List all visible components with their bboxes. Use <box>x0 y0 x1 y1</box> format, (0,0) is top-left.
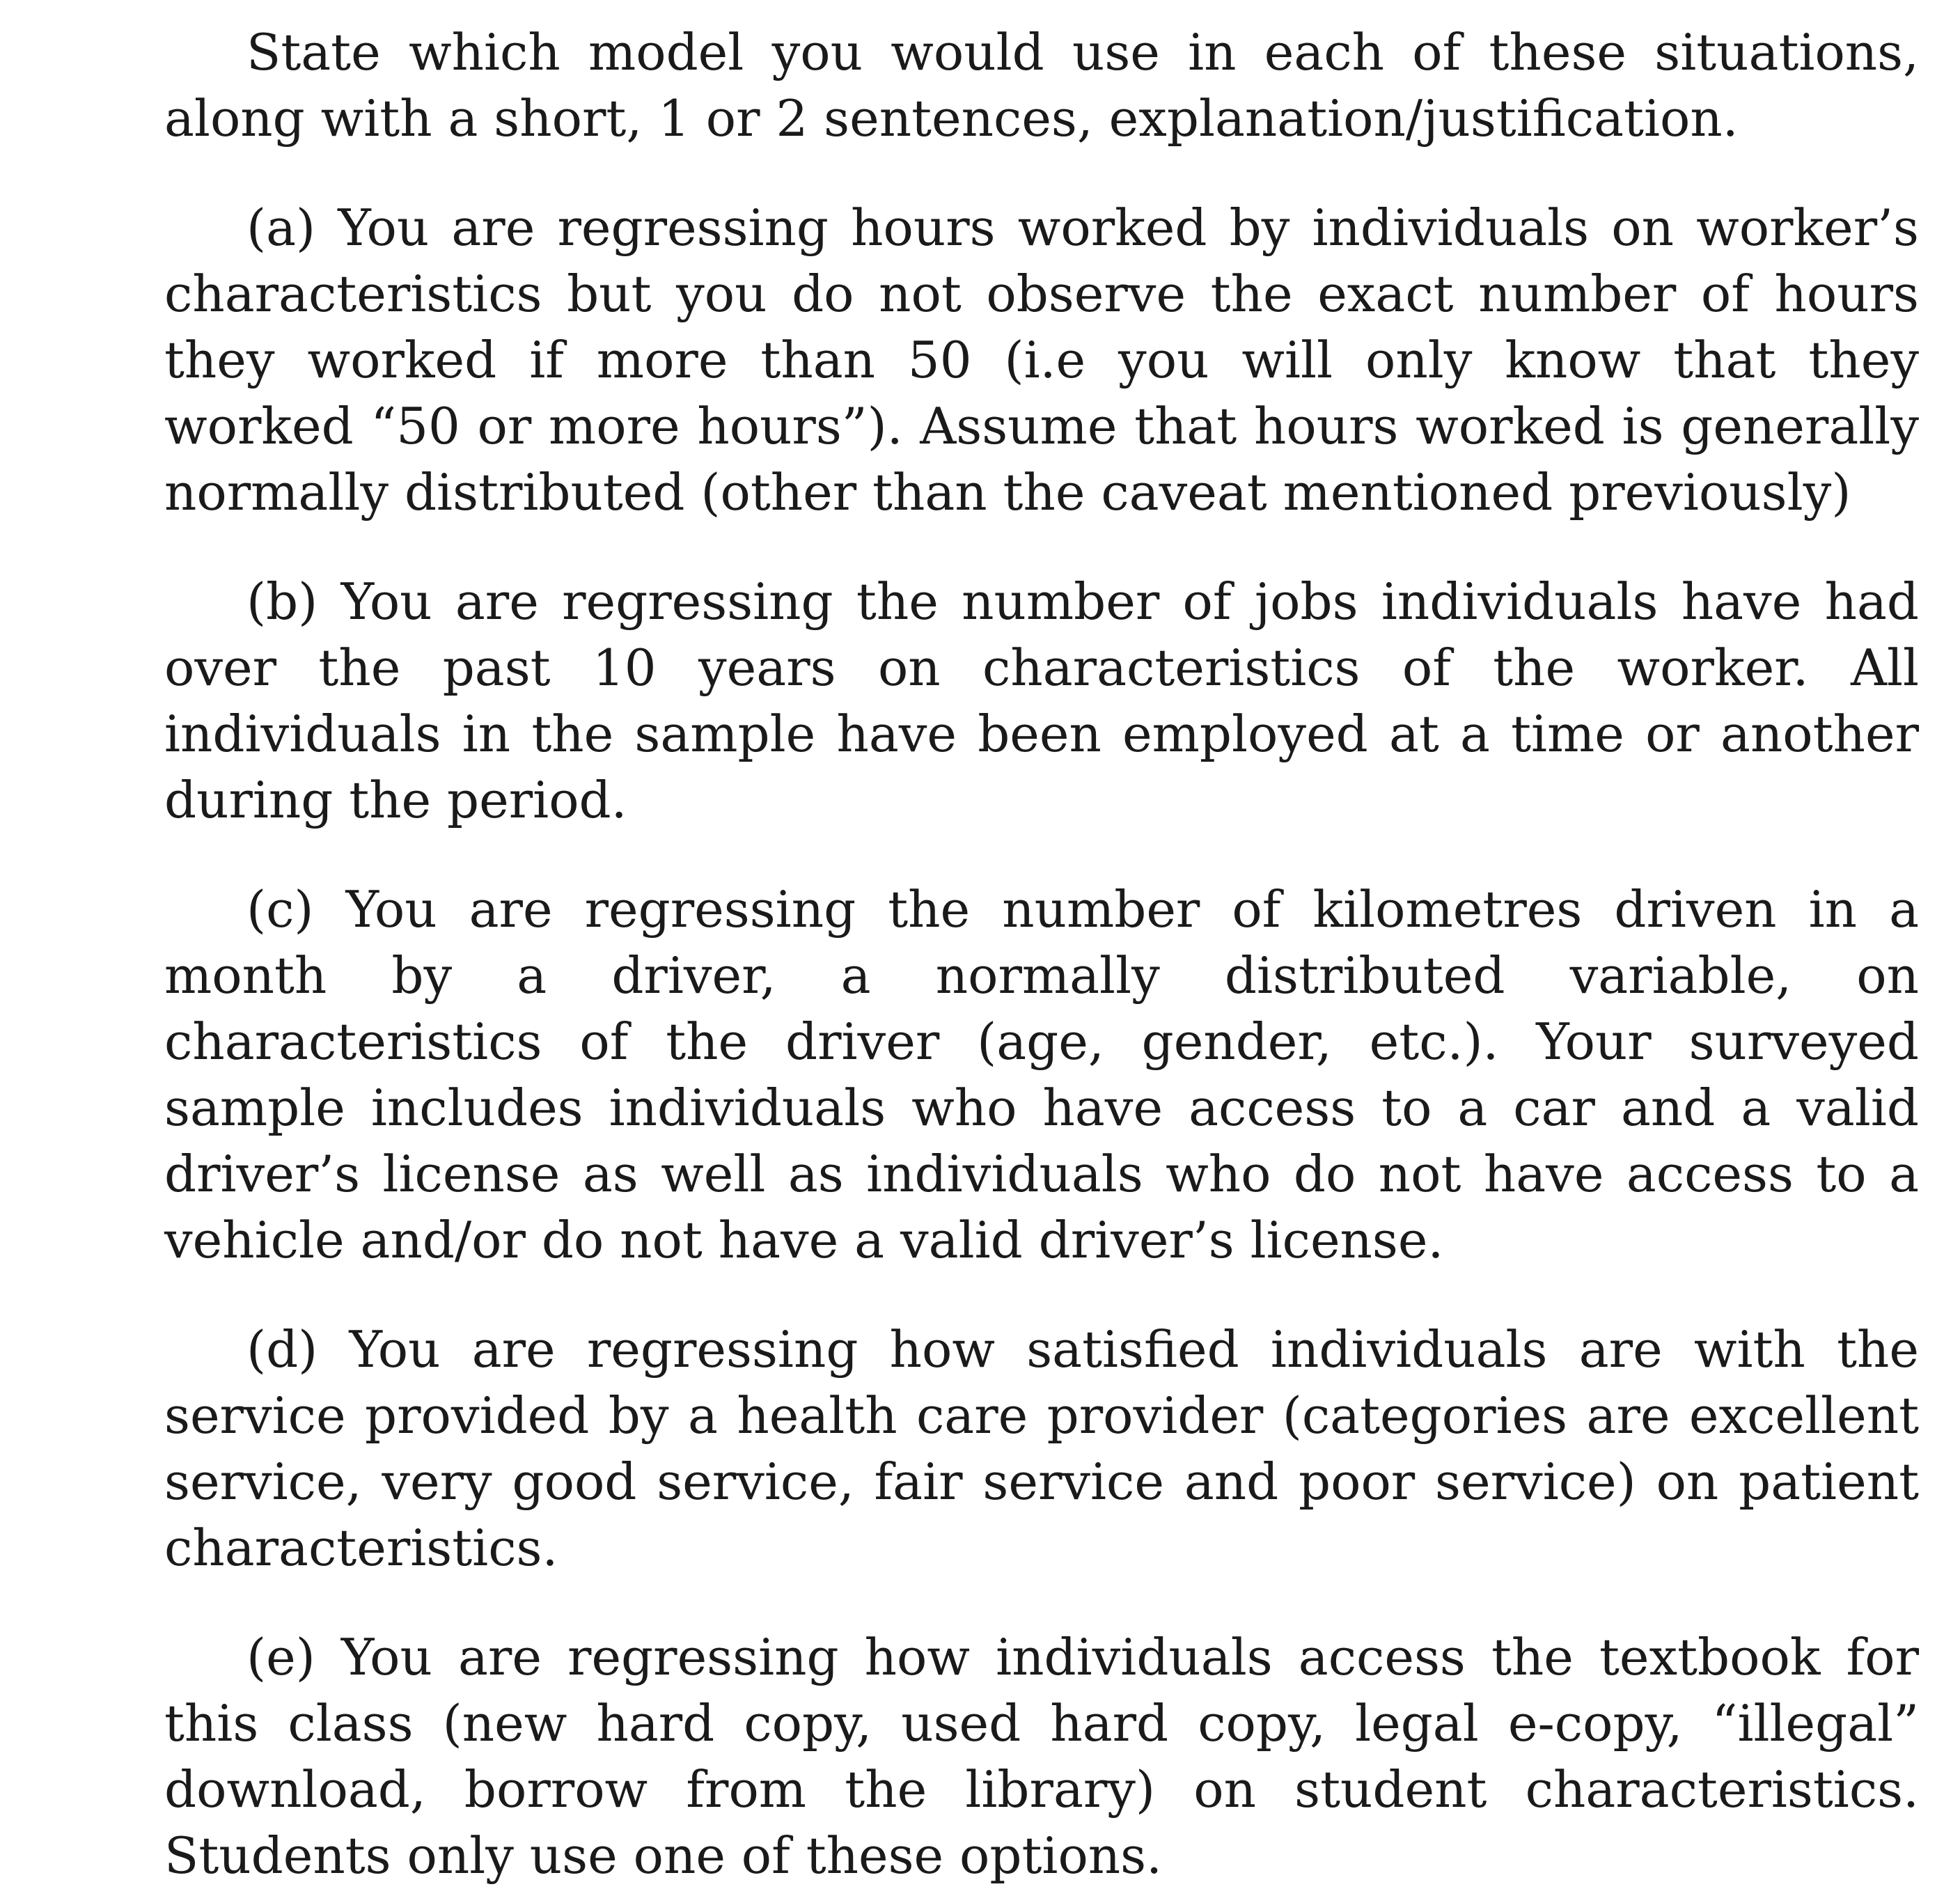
question-document <box>164 19 1919 1889</box>
question-item-e: (e) You are regressing how individuals access the textbook for this class (new hard copy, used hard copy, legal e-copy, “illegal” download, borrow from the library) on student characteristics. Students only use one of these options. <box>164 1628 1919 1885</box>
instructions-paragraph: State which model you would use in each of these situations, along with a short, 1 or 2 sentences, explanation/justification. <box>164 23 1919 148</box>
question-item-a: (a) You are regressing hours worked by individuals on worker’s characteristics but you do not observe the exact number of hours they worked if more than 50 (i.e you will only know that they worked “50 or more hours”). Assume that hours worked is generally normally distributed (other than the caveat mentioned previously) <box>164 198 1919 522</box>
question-item-b: (b) You are regressing the number of jobs individuals have had over the past 10 years on characteristics of the worker. All individuals in the sample have been employed at a time or another during the period. <box>164 572 1919 829</box>
question-item-c: (c) You are regressing the number of kilometres driven in a month by a driver, a normally distributed variable, on characteristics of the driver (age, gender, etc.). Your surveyed sample includes individuals who have access to a car and a valid driver’s license as well as individuals who do not have access to a vehicle and/or do not have a valid driver’s license. <box>164 880 1919 1269</box>
question-item-d: (d) You are regressing how satisfied individuals are with the service provided by a health care provider (categories are excellent service, very good service, fair service and poor service) on patient characteristics. <box>164 1320 1919 1577</box>
